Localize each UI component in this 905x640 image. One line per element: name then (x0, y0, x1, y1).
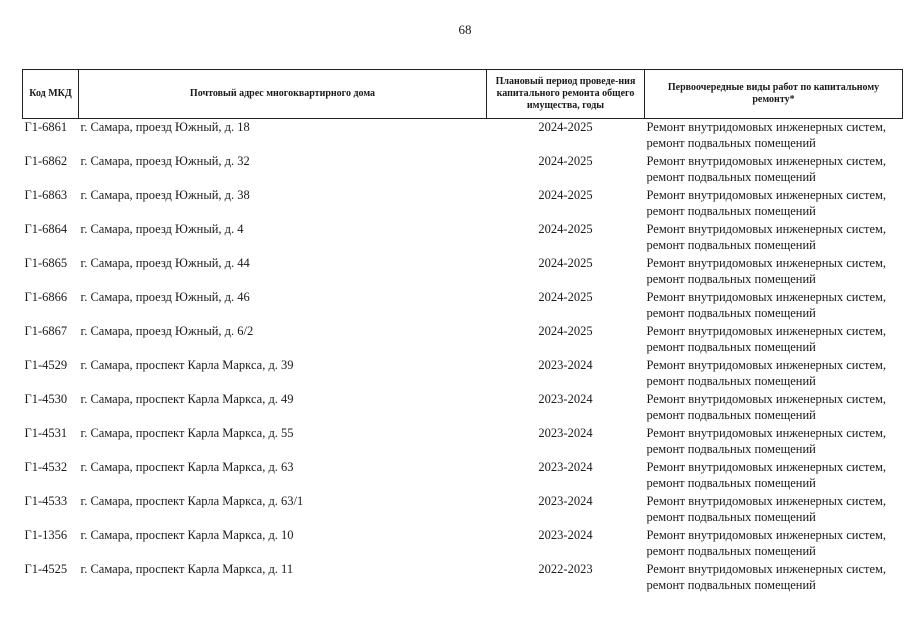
cell-code: Г1-6862 (24, 154, 68, 168)
works-line: Ремонт внутридомовых инженерных систем, (646, 290, 887, 304)
table-body (23, 119, 903, 596)
table-row (23, 187, 903, 221)
works-line: Ремонт внутридомовых инженерных систем, (646, 222, 887, 236)
table-row (23, 119, 903, 154)
cell-works (645, 527, 903, 561)
table-row (23, 391, 903, 425)
cell-works (645, 289, 903, 323)
works-line: Ремонт внутридомовых инженерных систем, (646, 494, 887, 508)
cell-period: 2023-2024 (538, 392, 593, 406)
works-line: ремонт подвальных помещений (646, 340, 816, 354)
cell-period: 2024-2025 (538, 324, 593, 338)
cell-code: Г1-6864 (24, 222, 68, 236)
cell-address: г. Самара, проспект Карла Маркса, д. 10 (80, 528, 294, 542)
cell-works (645, 153, 903, 187)
header-period: Плановый период проведе-ния капитального ремонта общего имущества, годы (487, 70, 645, 119)
cell-works (645, 255, 903, 289)
cell-address: г. Самара, проезд Южный, д. 18 (80, 120, 250, 134)
table-row (23, 323, 903, 357)
cell-works (645, 425, 903, 459)
works-line: ремонт подвальных помещений (646, 306, 816, 320)
works-line: Ремонт внутридомовых инженерных систем, (646, 460, 887, 474)
cell-period: 2023-2024 (538, 358, 593, 372)
cell-period: 2024-2025 (538, 256, 593, 270)
cell-address: г. Самара, проспект Карла Маркса, д. 11 (80, 562, 294, 576)
cell-period: 2023-2024 (538, 494, 593, 508)
works-line: Ремонт внутридомовых инженерных систем, (646, 562, 887, 576)
works-line: ремонт подвальных помещений (646, 238, 816, 252)
table-row (23, 255, 903, 289)
cell-period: 2024-2025 (538, 154, 593, 168)
cell-period: 2022-2023 (538, 562, 593, 576)
works-line: ремонт подвальных помещений (646, 136, 816, 150)
cell-period: 2024-2025 (538, 290, 593, 304)
table-row (23, 561, 903, 595)
cell-works (645, 561, 903, 595)
works-line: Ремонт внутридомовых инженерных систем, (646, 392, 887, 406)
cell-code: Г1-4531 (24, 426, 68, 440)
works-line: ремонт подвальных помещений (646, 510, 816, 524)
cell-period: 2024-2025 (538, 188, 593, 202)
cell-period: 2024-2025 (538, 222, 593, 236)
capital-repair-table (22, 69, 903, 595)
cell-code: Г1-4530 (24, 392, 68, 406)
works-line: ремонт подвальных помещений (646, 544, 816, 558)
works-line: ремонт подвальных помещений (646, 408, 816, 422)
header-code: Код МКД (23, 70, 79, 119)
header-works: Первоочередные виды работ по капитальному ремонту* (645, 70, 903, 119)
cell-address: г. Самара, проезд Южный, д. 46 (80, 290, 250, 304)
table-row (23, 153, 903, 187)
cell-address: г. Самара, проспект Карла Маркса, д. 63 (80, 460, 294, 474)
works-line: Ремонт внутридомовых инженерных систем, (646, 358, 887, 372)
cell-code: Г1-6866 (24, 290, 68, 304)
works-line: ремонт подвальных помещений (646, 170, 816, 184)
cell-address: г. Самара, проспект Карла Маркса, д. 63/1 (80, 494, 304, 508)
works-line: Ремонт внутридомовых инженерных систем, (646, 120, 887, 134)
table-row (23, 459, 903, 493)
works-line: ремонт подвальных помещений (646, 374, 816, 388)
table-row (23, 425, 903, 459)
cell-code: Г1-6865 (24, 256, 68, 270)
cell-works (645, 357, 903, 391)
cell-address: г. Самара, проезд Южный, д. 44 (80, 256, 250, 270)
cell-works (645, 459, 903, 493)
cell-code: Г1-4525 (24, 562, 68, 576)
works-line: Ремонт внутридомовых инженерных систем, (646, 324, 887, 338)
works-line: ремонт подвальных помещений (646, 476, 816, 490)
works-line: Ремонт внутридомовых инженерных систем, (646, 188, 887, 202)
works-line: Ремонт внутридомовых инженерных систем, (646, 256, 887, 270)
cell-works (645, 187, 903, 221)
works-line: ремонт подвальных помещений (646, 442, 816, 456)
table-row (23, 289, 903, 323)
table-row (23, 221, 903, 255)
works-line: ремонт подвальных помещений (646, 272, 816, 286)
cell-code: Г1-4533 (24, 494, 68, 508)
cell-works (645, 119, 903, 154)
cell-works (645, 493, 903, 527)
works-line: ремонт подвальных помещений (646, 204, 816, 218)
cell-code: Г1-4532 (24, 460, 68, 474)
cell-address: г. Самара, проезд Южный, д. 38 (80, 188, 250, 202)
cell-period: 2023-2024 (538, 528, 593, 542)
cell-address: г. Самара, проспект Карла Маркса, д. 49 (80, 392, 294, 406)
page-number: 68 (458, 22, 472, 37)
cell-address: г. Самара, проезд Южный, д. 6/2 (80, 324, 254, 338)
table-row (23, 493, 903, 527)
cell-works (645, 221, 903, 255)
header-address: Почтовый адрес многоквартирного дома (79, 70, 487, 119)
cell-address: г. Самара, проезд Южный, д. 4 (80, 222, 244, 236)
cell-period: 2023-2024 (538, 460, 593, 474)
cell-code: Г1-4529 (24, 358, 68, 372)
cell-code: Г1-6867 (24, 324, 68, 338)
cell-code: Г1-1356 (24, 528, 68, 542)
table-row (23, 357, 903, 391)
cell-works (645, 391, 903, 425)
cell-code: Г1-6863 (24, 188, 68, 202)
works-line: Ремонт внутридомовых инженерных систем, (646, 528, 887, 542)
works-line: Ремонт внутридомовых инженерных систем, (646, 154, 887, 168)
cell-address: г. Самара, проспект Карла Маркса, д. 55 (80, 426, 294, 440)
cell-works (645, 323, 903, 357)
cell-address: г. Самара, проспект Карла Маркса, д. 39 (80, 358, 294, 372)
table-row (23, 527, 903, 561)
cell-address: г. Самара, проезд Южный, д. 32 (80, 154, 250, 168)
works-line: Ремонт внутридомовых инженерных систем, (646, 426, 887, 440)
table-header-row (23, 70, 903, 119)
cell-code: Г1-6861 (24, 120, 68, 134)
cell-period: 2024-2025 (538, 120, 593, 134)
cell-period: 2023-2024 (538, 426, 593, 440)
works-line: ремонт подвальных помещений (646, 578, 816, 592)
